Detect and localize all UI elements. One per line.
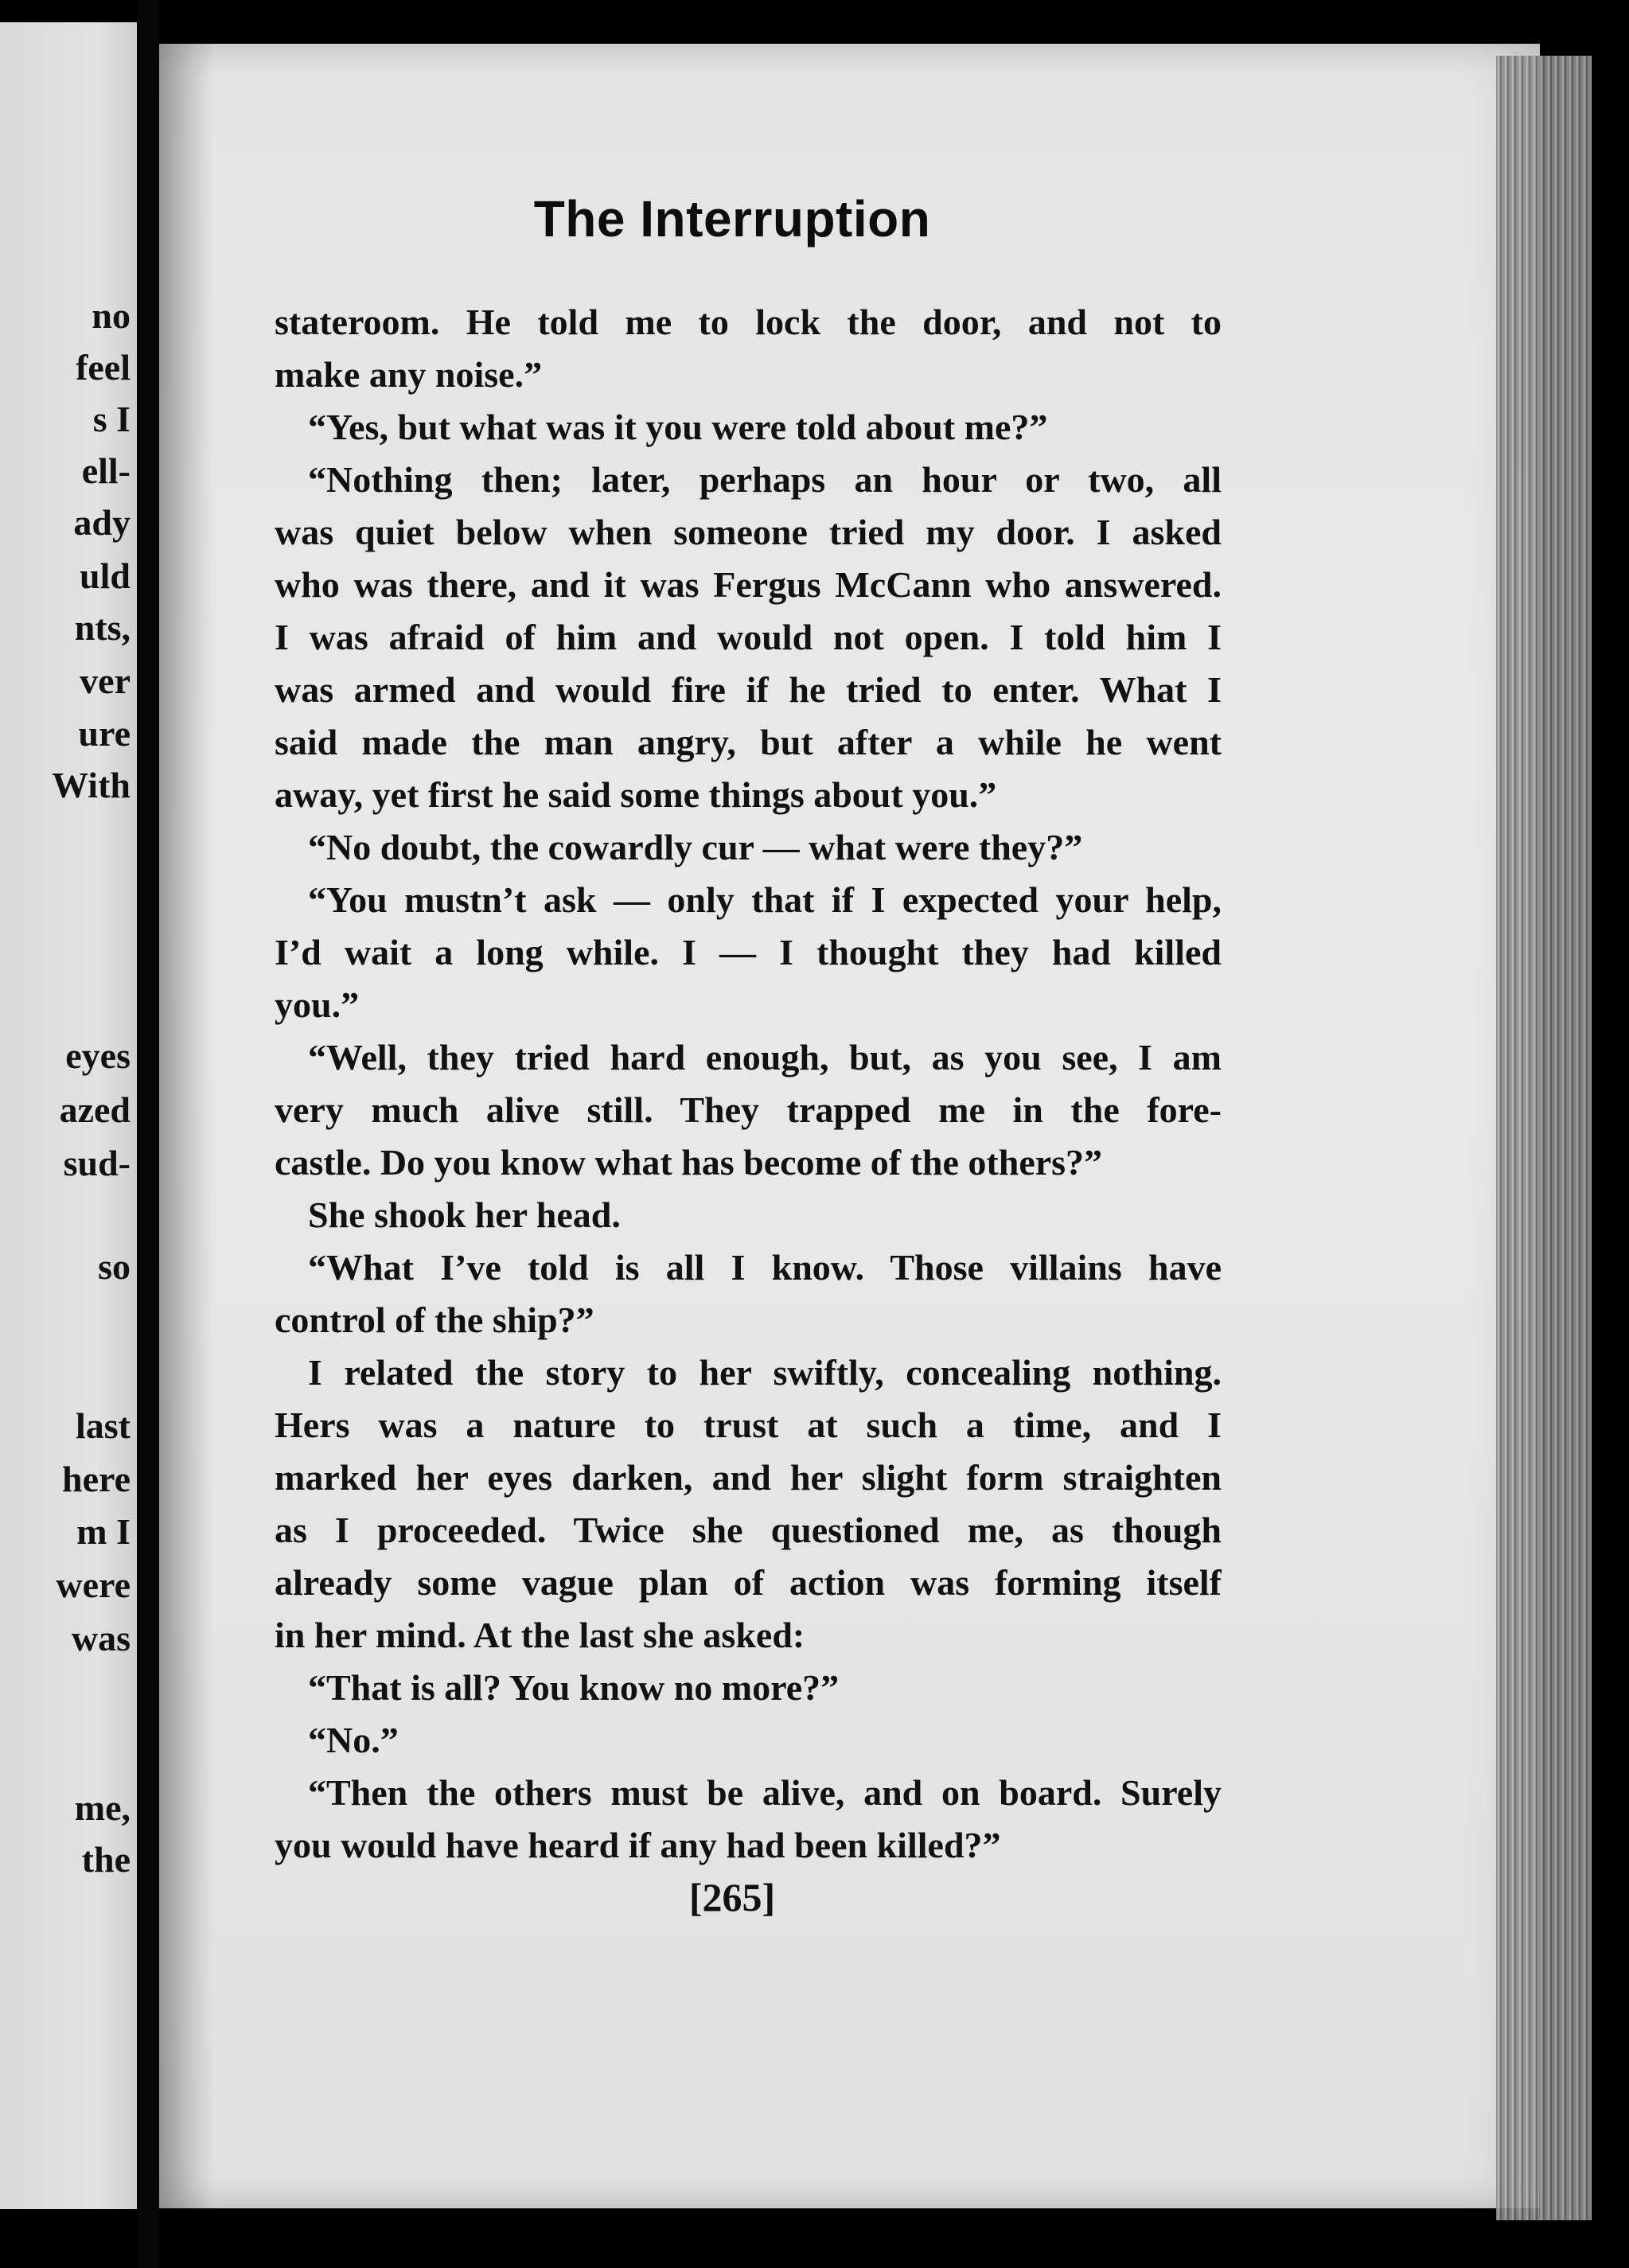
text-line: “Nothing then; later, perhaps an hour or two, all (308, 459, 1222, 500)
facing-page-word: the (81, 1839, 131, 1880)
text-line: “What I’ve told is all I know. Those villains have (308, 1247, 1222, 1288)
facing-page-word: no (92, 295, 131, 336)
facing-page-word: here (61, 1459, 131, 1499)
text-line: marked her eyes darken, and her slight form straighten (275, 1457, 1222, 1498)
text-line: “No.” (308, 1720, 399, 1760)
facing-page-word: azed (59, 1089, 131, 1130)
text-line: very much alive still. They trapped me in the fore- (275, 1089, 1222, 1130)
facing-page-word: ell- (81, 450, 131, 491)
facing-page-word: sud- (63, 1143, 131, 1183)
page-number: [265] (688, 1875, 776, 1919)
text-line: away, yet first he said some things about you.” (275, 774, 997, 815)
facing-page-word: ure (78, 713, 131, 754)
facing-page-word: ver (80, 661, 131, 701)
text-line: I related the story to her swiftly, concealing nothing. (308, 1352, 1222, 1393)
text-line: as I proceeded. Twice she questioned me, as though (275, 1510, 1222, 1550)
text-line: was armed and would fire if he tried to enter. What I (275, 669, 1222, 710)
text-line: Hers was a nature to trust at such a time, and I (275, 1405, 1222, 1445)
text-line: who was there, and it was Fergus McCann who answered. (275, 564, 1222, 605)
text-line: “Well, they tried hard enough, but, as you see, I am (308, 1037, 1222, 1077)
running-head: The Interruption (533, 190, 931, 247)
text-line: was quiet below when someone tried my door. I asked (275, 512, 1222, 552)
facing-page-word: m I (76, 1511, 131, 1552)
facing-page-word: nts, (74, 607, 131, 648)
text-line: make any noise.” (275, 354, 543, 395)
facing-page-word: s I (92, 399, 131, 439)
text-line: I’d wait a long while. I — I thought they had killed (275, 932, 1222, 972)
facing-page-word: so (98, 1246, 131, 1287)
book-gutter (137, 0, 159, 2268)
text-line: you.” (275, 984, 360, 1025)
text-line: “You mustn’t ask — only that if I expected your help, (308, 879, 1222, 920)
facing-page-word: feel (76, 347, 131, 388)
text-line: castle. Do you know what has become of the others?” (275, 1142, 1103, 1183)
text-line: already some vague plan of action was forming itself (275, 1562, 1222, 1603)
facing-page-word: me, (74, 1787, 131, 1828)
facing-page-word: eyes (65, 1035, 131, 1076)
page-edges (1496, 56, 1592, 2220)
facing-page-left (0, 22, 137, 2209)
text-line: in her mind. At the last she asked: (275, 1615, 805, 1655)
facing-page-word: were (56, 1565, 131, 1605)
facing-page-word: was (71, 1618, 131, 1658)
spine-shadow (159, 44, 215, 2208)
facing-page-word: ady (73, 502, 131, 543)
text-line: you would have heard if any had been killed?” (275, 1825, 1001, 1865)
text-line: said made the man angry, but after a while he went (275, 722, 1222, 762)
text-line: “No doubt, the cowardly cur — what were they?” (308, 827, 1083, 867)
text-line: stateroom. He told me to lock the door, and not to (275, 302, 1222, 342)
facing-page-word: uld (80, 555, 131, 596)
text-line: I was afraid of him and would not open. I told him I (275, 617, 1222, 657)
text-line: control of the ship?” (275, 1300, 594, 1340)
body-text (275, 296, 1222, 1872)
text-line: “Then the others must be alive, and on board. Surely (308, 1772, 1222, 1813)
text-line: “Yes, but what was it you were told about me?” (308, 407, 1048, 447)
text-line: “That is all? You know no more?” (308, 1667, 840, 1708)
text-line: She shook her head. (308, 1194, 621, 1235)
facing-page-word: With (52, 765, 131, 805)
facing-page-word: last (76, 1405, 131, 1446)
